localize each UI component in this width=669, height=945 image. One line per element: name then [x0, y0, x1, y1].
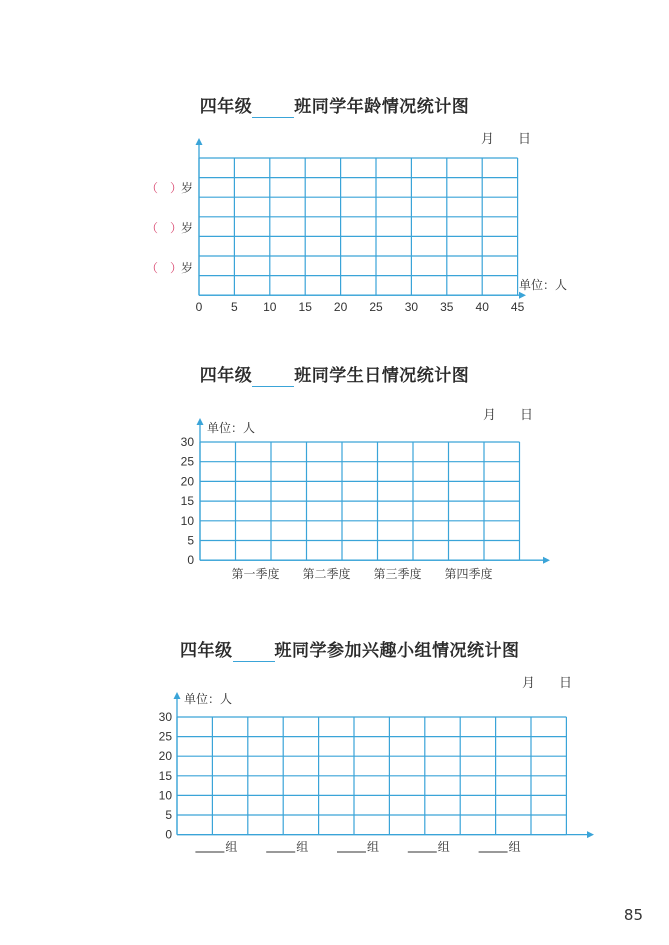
chart1-title-suffix: 班同学年龄情况统计图	[294, 97, 470, 117]
chart2-category-label: 第三季度	[373, 567, 422, 581]
day-label: 日	[520, 408, 534, 423]
chart2-unit-label: 单位：人	[207, 421, 256, 435]
chart3-group-label: 组	[296, 840, 309, 854]
chart3-y-tick: 15	[158, 768, 172, 783]
chart3-y-tick: 5	[165, 808, 172, 822]
chart1-row-bracket: （ ）	[146, 221, 183, 235]
chart2-y-tick: 30	[180, 435, 194, 449]
chart3-y-tick: 10	[158, 788, 172, 803]
chart2-category-label: 第四季度	[444, 567, 493, 581]
chart3-y-tick: 30	[158, 710, 172, 724]
chart2-title-suffix: 班同学生日情况统计图	[294, 366, 470, 386]
chart2-y-tick: 20	[180, 474, 194, 489]
chart3-title-suffix: 班同学参加兴趣小组情况统计图	[274, 641, 520, 661]
chart1-row-bracket: （ ）	[146, 181, 183, 195]
chart1-row-unit: 岁	[181, 181, 194, 195]
chart1-x-tick: 20	[333, 300, 348, 314]
chart3-y-arrow	[174, 692, 181, 699]
chart2-category-label: 第一季度	[231, 567, 280, 581]
chart1-row-bracket: （ ）	[146, 261, 183, 275]
chart2-x-arrow	[543, 557, 550, 564]
chart1-x-tick: 40	[475, 300, 489, 314]
chart1-unit-label: 单位：人	[519, 278, 568, 292]
chart3-group-label: 组	[225, 840, 238, 854]
chart3-title-prefix: 四年级	[180, 641, 233, 661]
chart2-y-tick: 5	[187, 533, 194, 548]
chart1-x-tick: 5	[231, 300, 238, 314]
chart2-title-prefix: 四年级	[199, 366, 253, 386]
chart3-y-tick: 20	[158, 749, 172, 764]
chart1-x-tick: 0	[195, 300, 203, 314]
chart1-row-unit: 岁	[181, 261, 194, 275]
chart2-y-tick: 10	[180, 513, 194, 528]
chart2-y-tick: 0	[187, 553, 194, 568]
month-label: 月	[522, 676, 536, 691]
chart1-x-tick: 30	[404, 300, 419, 314]
day-label: 日	[518, 132, 532, 147]
chart3-group-label: 组	[508, 840, 521, 854]
chart1-x-tick: 15	[298, 300, 312, 314]
chart3-group-label: 组	[367, 840, 380, 854]
chart2-y-arrow	[197, 418, 204, 425]
chart1-title-prefix: 四年级	[199, 97, 253, 117]
day-label: 日	[559, 676, 573, 691]
chart3-unit-label: 单位：人	[184, 692, 233, 706]
chart1-x-tick: 10	[263, 300, 277, 314]
month-label: 月	[481, 132, 495, 147]
chart1-row-unit: 岁	[181, 221, 194, 235]
chart3-y-tick: 0	[165, 827, 172, 842]
page-number: 85	[623, 906, 643, 924]
chart2-y-tick: 25	[180, 454, 194, 469]
chart3-group-label: 组	[437, 840, 450, 854]
chart1-x-tick: 25	[369, 300, 383, 314]
chart2-y-tick: 15	[180, 494, 194, 509]
chart1-y-arrow	[196, 138, 203, 145]
chart3-x-arrow	[587, 831, 594, 838]
chart1-x-arrow	[519, 292, 526, 299]
chart2-category-label: 第二季度	[302, 567, 351, 581]
month-label: 月	[483, 408, 497, 423]
chart3-y-tick: 25	[158, 729, 172, 744]
chart1-x-tick: 35	[440, 300, 454, 314]
chart1-x-tick: 45	[510, 300, 525, 314]
